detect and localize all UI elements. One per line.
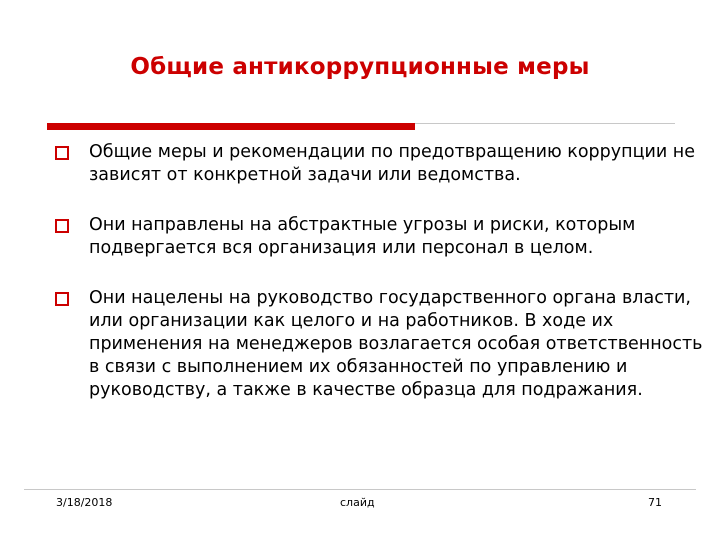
bullet-text: Они направлены на абстрактные угрозы и риски, которым подвергается вся организация или персонал в целом.: [89, 215, 636, 258]
footer-page-number: 71: [648, 496, 662, 509]
bullet-text: Общие меры и рекомендации по предотвращению коррупции не зависят от конкретной задачи или ведомства.: [89, 142, 696, 185]
footer-date: 3/18/2018: [56, 496, 113, 509]
hollow-square-icon: [55, 219, 69, 233]
bullet-list: [55, 141, 710, 402]
bullet-item: [55, 287, 710, 402]
bullet-item: [55, 141, 710, 187]
title-underline-accent: [47, 123, 415, 130]
hollow-square-icon: [55, 292, 69, 306]
footer-label: слайд: [340, 496, 375, 509]
bullet-text: Они нацелены на руководство государственного органа власти, или организации как целого и на работников. В ходе их применения на менеджеров возлагается особая ответственность в связи с выполнением их обязанностей по управлению и руководству, а также в качестве образца для подражания.: [89, 288, 703, 400]
slide-title: Общие антикоррупционные меры: [130, 54, 590, 80]
bullet-item: [55, 214, 710, 260]
footer-divider: [24, 489, 696, 490]
hollow-square-icon: [55, 146, 69, 160]
